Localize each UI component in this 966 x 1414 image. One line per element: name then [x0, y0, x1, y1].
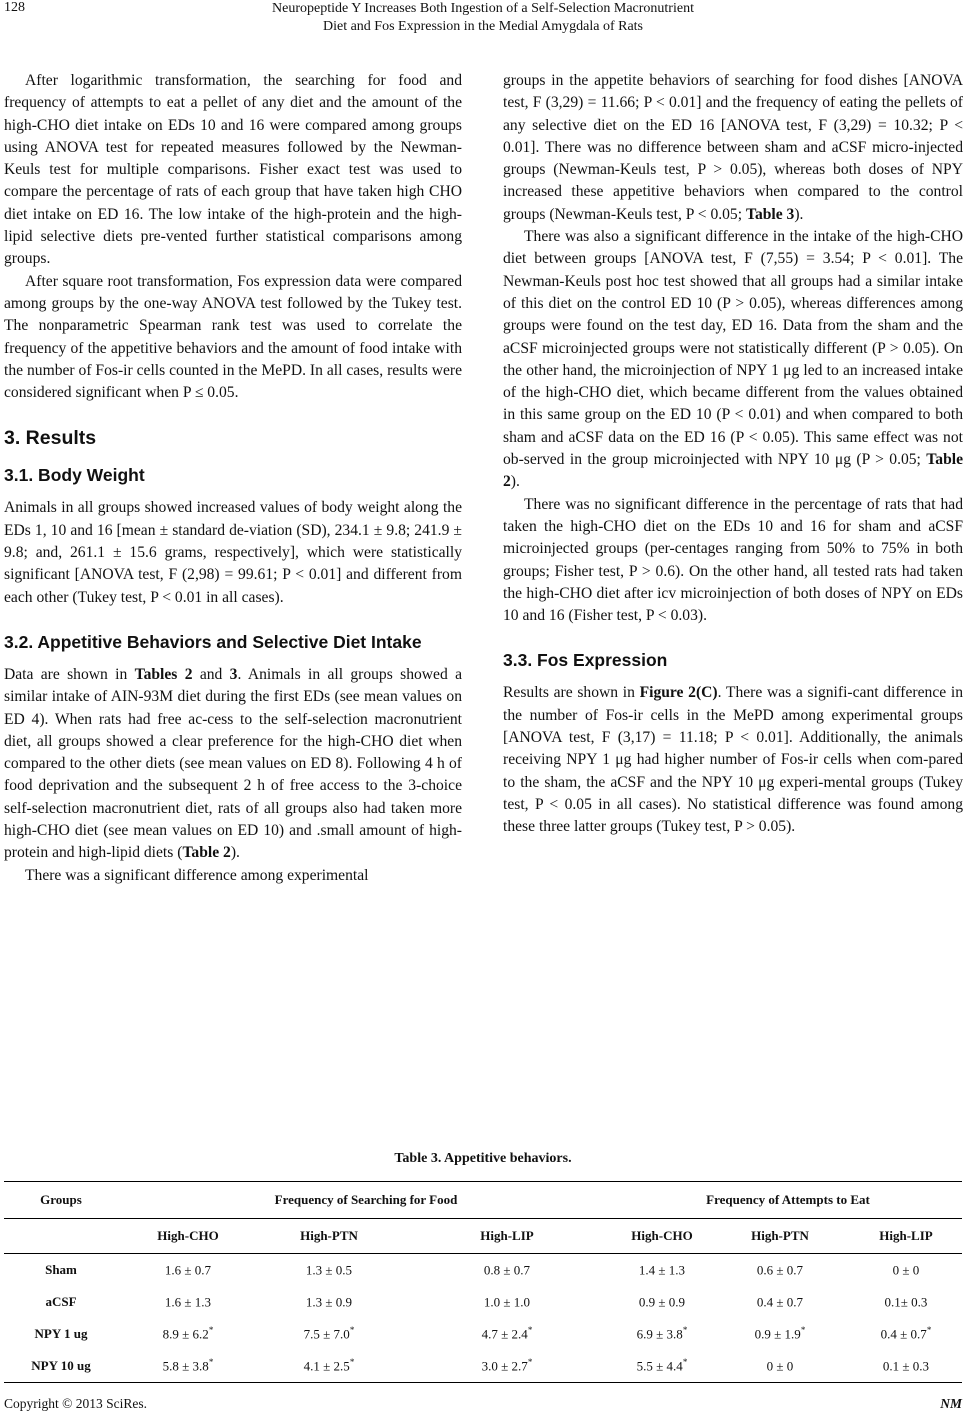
- group-cell: NPY 10 ug: [4, 1350, 118, 1383]
- subsection-heading-body-weight: 3.1. Body Weight: [4, 465, 145, 486]
- subsection-heading-fos: 3.3. Fos Expression: [503, 650, 668, 671]
- table-ref: Tables 2: [134, 665, 193, 683]
- appetitive-paragraph-3: groups in the appetite behaviors of searching for food dishes [ANOVA test, F (3,29) = 11.66; P < 0.01] and the frequency of eating the pellets of any selective diet on the ED 16 [ANOVA test, F (3,29) = 10.32; P < 0.01]. There was no difference between sham and aCSF micro-injected groups (Newman-Keuls test, P > 0.05), whereas both doses of NPY increased these appetitive behaviors when compared to the control groups (Newman-Keuls test, P < 0.05; Table 3).: [503, 72, 963, 223]
- table-cell: 6.9 ± 3.8*: [636, 1325, 688, 1342]
- hcho-intake-paragraph: There was also a significant difference in the intake of the high-CHO diet between groups [ANOVA test, F (7,55) = 3.54; P < 0.01]. The Newman-Keuls post hoc test showed that all groups had a similar intake of this diet on the control ED 10 (P > 0.05), whereas differences among groups were found on the test day, ED 16. Data from the sham and the aCSF microinjected groups were not statistically different (P > 0.05). On the other hand, the microinjection of NPY 1 μg led to an increased intake of the high-CHO diet, which became different from the values obtained in this same group on the ED 10 (P < 0.01) and when compared to both sham and aCSF data on the ED 16 (P < 0.05). This same effect was not ob-served in the group microinjected with NPY 10 μg (P > 0.05; Table 2).: [503, 228, 963, 491]
- table-cell: 0.1± 0.3: [884, 1294, 928, 1310]
- table-cell: 5.8 ± 3.8*: [118, 1350, 258, 1383]
- appetitive-paragraph-1: Data are shown in Tables 2 and 3. Animals in all groups showed a similar intake of AIN-93M diet during the first EDs (see mean values on ED 4). When rats had free ac-cess to the self-selection macronutrient diet, all groups showed a clear preference for the high-CHO diet when compared to the other diets (see mean values on ED 8). Following 4 h of food deprivation and the subsequent 2 h of free access to the 3-choice self-selection macronutrient diet, rats of all groups also had taken more high-CHO diet (see mean values on ED 10) and .small amount of high-protein and high-lipid diets (Table 2).: [4, 665, 463, 862]
- fos-paragraph: Results are shown in Figure 2(C). There was a signifi-cant difference in the number of Fos-ir cells in the MePD among experimental groups [ANOVA test, F (3,17) = 11.18; P < 0.01]. Additionally, the animals receiving NPY 1 μg had higher number of Fos-ir cells when com-pared to the sham, the aCSF and the NPY 10 μg experi-mental groups (Tukey test, P < 0.05 in all cases). No statistical difference was found among these three latter groups (Tukey test, P > 0.05).: [503, 684, 963, 836]
- table-cell: 4.1 ± 2.5*: [258, 1350, 400, 1383]
- table-row: [4, 1318, 962, 1350]
- running-header: [0, 0, 966, 36]
- subheader-cell: High-PTN: [710, 1219, 850, 1254]
- table-cell: 0.9 ± 1.9*: [754, 1325, 806, 1342]
- right-column: [503, 70, 963, 839]
- table-header-row: [4, 1182, 962, 1219]
- subheader-cell: High-CHO: [614, 1219, 710, 1254]
- table-cell: 4.7 ± 2.4*: [481, 1325, 533, 1342]
- percentage-paragraph: There was no significant difference in the percentage of rats that had taken the high-CHO diet on the EDs 10 and 16 for sham and aCSF microinjected groups (per-centages ranging from 50% to 75% in both groups; Fisher test, P > 0.6). On the other hand, all tested rats had taken the high-CHO diet after icv microinjection of both doses of NPY on EDs 10 and 16 (Fisher test, P < 0.03).: [503, 495, 963, 625]
- body-weight-paragraph: Animals in all groups showed increased values of body weight along the EDs 1, 10 and 16 [mean ± standard de-viation (SD), 234.1 ± 9.8; 241.9 ± 9.8; and, 261.1 ± 15.6 grams, respectively], which were statistically significant [ANOVA test, F (2,98) = 99.61; P < 0.01] and different from each other (Tukey test, P < 0.01 in all cases).: [4, 499, 462, 606]
- table-cell: 0.8 ± 0.7: [483, 1262, 531, 1278]
- subheader-cell: High-LIP: [850, 1219, 962, 1254]
- group-cell: Sham: [45, 1262, 77, 1277]
- copyright-footer: Copyright © 2013 SciRes.: [4, 1396, 148, 1411]
- table-cell: 0 ± 0: [892, 1262, 920, 1278]
- subsection-heading-appetitive: 3.2. Appetitive Behaviors and Selective Diet Intake: [4, 631, 422, 652]
- methods-paragraph-2: After square root transformation, Fos expression data were compared among groups by the one-way ANOVA test followed by the Tukey test. The nonparametric Spearman rank test was used to correlate the frequency of the appetitive behaviors and the amount of food intake with the number of Fos-ir cells counted in the MePD. In all cases, results were considered significant when P ≤ 0.05.: [4, 272, 462, 402]
- section-heading-results: 3. Results: [4, 427, 97, 450]
- appetitive-behaviors-table: [4, 1181, 962, 1383]
- figure-ref: Figure 2(C): [639, 684, 718, 702]
- column-header-searching: Frequency of Searching for Food: [118, 1182, 614, 1219]
- table-ref: Table 2: [503, 451, 963, 491]
- subheader-cell: High-LIP: [400, 1219, 614, 1254]
- left-column: [4, 70, 462, 887]
- table-subheader-row: [4, 1219, 962, 1254]
- table-cell: 1.4 ± 1.3: [638, 1262, 686, 1278]
- table-cell: 0.4 ± 0.7*: [880, 1325, 932, 1342]
- table-ref: 3: [229, 665, 238, 683]
- page-number: 128: [4, 0, 25, 15]
- subheader-cell: High-PTN: [258, 1219, 400, 1254]
- column-header-attempts: Frequency of Attempts to Eat: [614, 1182, 962, 1219]
- table-cell: 1.0 ± 1.0: [483, 1294, 531, 1310]
- running-header-line2: Diet and Fos Expression in the Medial Amygdala of Rats: [322, 19, 643, 34]
- table-row: [4, 1286, 962, 1318]
- table-row: [4, 1254, 962, 1287]
- table-ref: Table 3: [745, 205, 795, 223]
- table-cell: 0.1 ± 0.3: [850, 1350, 962, 1383]
- table-cell: 1.3 ± 0.9: [305, 1294, 353, 1310]
- table-cell: 5.5 ± 4.4*: [614, 1350, 710, 1383]
- methods-paragraph-1: After logarithmic transformation, the searching for food and frequency of attempts to eat a pellet of any diet and the amount of the high-CHO diet intake on EDs 10 and 16 were compared among groups using ANOVA test for repeated measures followed by the Newman-Keuls test for multiple comparisons. Fisher exact test was used to compare the percentage of rats of each group that have taken high CHO diet intake on ED 16. The low intake of the high-protein and the high-lipid selective diets pre-vented further statistical comparisons among groups.: [4, 72, 462, 268]
- table-caption: Table 3. Appetitive behaviors.: [394, 1151, 572, 1166]
- table-cell: 8.9 ± 6.2*: [162, 1325, 214, 1342]
- table-cell: 3.0 ± 2.7*: [400, 1350, 614, 1383]
- appetitive-paragraph-2: There was a significant difference among experimental: [25, 866, 369, 884]
- column-header-groups: Groups: [4, 1182, 118, 1219]
- subheader-cell: High-CHO: [118, 1219, 258, 1254]
- group-cell: aCSF: [45, 1294, 77, 1309]
- table-cell: 0.9 ± 0.9: [638, 1294, 686, 1310]
- table-cell: 1.6 ± 1.3: [164, 1294, 212, 1310]
- table-cell: 0 ± 0: [710, 1350, 850, 1383]
- table-cell: 7.5 ± 7.0*: [303, 1325, 355, 1342]
- table-cell: 0.6 ± 0.7: [756, 1262, 804, 1278]
- table-ref: Table 2: [182, 844, 231, 862]
- table-cell: 1.3 ± 0.5: [305, 1262, 353, 1278]
- table-row: [4, 1350, 962, 1383]
- group-cell: NPY 1 ug: [34, 1326, 88, 1341]
- journal-abbrev: NM: [940, 1396, 962, 1411]
- running-header-line1: Neuropeptide Y Increases Both Ingestion of a Self-Selection Macronutrient: [272, 1, 694, 16]
- table-cell: 0.4 ± 0.7: [756, 1294, 804, 1310]
- table-cell: 1.6 ± 0.7: [164, 1262, 212, 1278]
